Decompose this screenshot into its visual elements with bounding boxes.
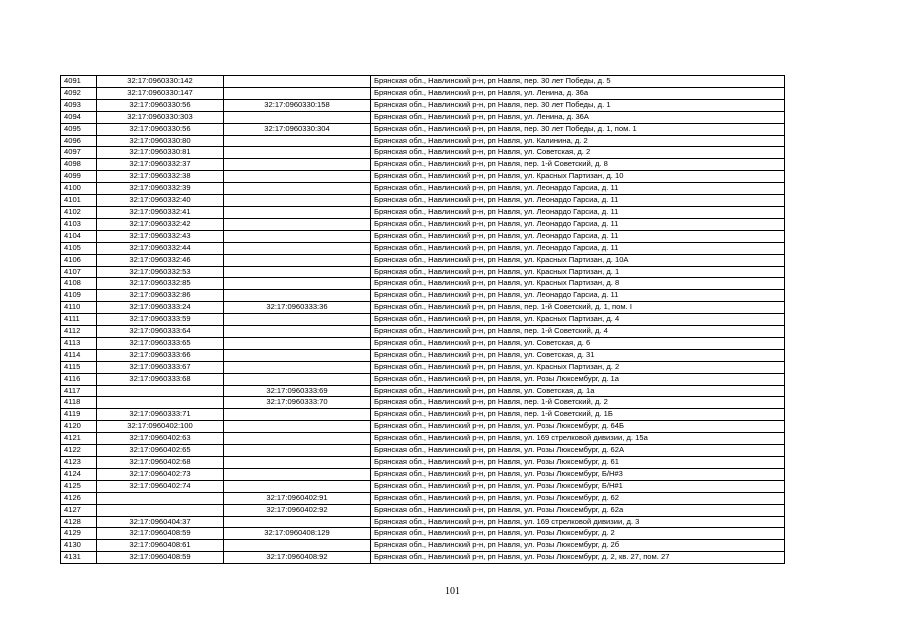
address-cell: Брянская обл., Навлинский р-н, рп Навля, пер. 1-й Советский, д. 1Б	[371, 409, 785, 421]
cadastral-number-cell: 32:17:0960332:41	[97, 206, 224, 218]
row-number-cell: 4094	[61, 111, 97, 123]
address-cell: Брянская обл., Навлинский р-н, рп Навля, ул. Розы Люксембург, д. 2	[371, 528, 785, 540]
row-number-cell: 4112	[61, 326, 97, 338]
cadastral-number-cell: 32:17:0960332:53	[97, 266, 224, 278]
row-number-cell: 4108	[61, 278, 97, 290]
related-cadastral-number-cell: 32:17:0960333:36	[224, 302, 371, 314]
table-row	[61, 385, 785, 397]
row-number-cell: 4129	[61, 528, 97, 540]
table-row	[61, 552, 785, 564]
address-cell: Брянская обл., Навлинский р-н, рп Навля, ул. Леонардо Гарсиа, д. 11	[371, 290, 785, 302]
related-cadastral-number-cell	[224, 516, 371, 528]
cadastral-number-cell: 32:17:0960332:44	[97, 242, 224, 254]
cadastral-number-cell	[97, 504, 224, 516]
table-row	[61, 290, 785, 302]
address-cell: Брянская обл., Навлинский р-н, рп Навля, ул. Красных Партизан, д. 10А	[371, 254, 785, 266]
table-row	[61, 433, 785, 445]
table-row	[61, 159, 785, 171]
related-cadastral-number-cell: 32:17:0960402:92	[224, 504, 371, 516]
row-number-cell: 4106	[61, 254, 97, 266]
related-cadastral-number-cell	[224, 457, 371, 469]
cadastral-number-cell: 32:17:0960402:74	[97, 480, 224, 492]
table-row	[61, 218, 785, 230]
table-row	[61, 397, 785, 409]
address-cell: Брянская обл., Навлинский р-н, рп Навля, ул. Красных Партизан, д. 1	[371, 266, 785, 278]
cadastral-number-cell	[97, 397, 224, 409]
related-cadastral-number-cell	[224, 349, 371, 361]
related-cadastral-number-cell	[224, 337, 371, 349]
address-cell: Брянская обл., Навлинский р-н, рп Навля, ул. Красных Партизан, д. 2	[371, 361, 785, 373]
related-cadastral-number-cell	[224, 159, 371, 171]
table-row	[61, 266, 785, 278]
related-cadastral-number-cell	[224, 183, 371, 195]
related-cadastral-number-cell	[224, 195, 371, 207]
row-number-cell: 4093	[61, 99, 97, 111]
cadastral-number-cell: 32:17:0960408:59	[97, 552, 224, 564]
row-number-cell: 4122	[61, 445, 97, 457]
cadastral-number-cell: 32:17:0960408:61	[97, 540, 224, 552]
address-cell: Брянская обл., Навлинский р-н, рп Навля, ул. 169 стрелковой дивизии, д. 3	[371, 516, 785, 528]
table-row	[61, 171, 785, 183]
row-number-cell: 4111	[61, 314, 97, 326]
related-cadastral-number-cell	[224, 171, 371, 183]
cadastral-number-cell: 32:17:0960330:81	[97, 147, 224, 159]
table-row	[61, 445, 785, 457]
cadastral-number-cell: 32:17:0960332:37	[97, 159, 224, 171]
related-cadastral-number-cell	[224, 290, 371, 302]
row-number-cell: 4092	[61, 87, 97, 99]
address-cell: Брянская обл., Навлинский р-н, рп Навля, ул. Розы Люксембург, д. 62А	[371, 445, 785, 457]
table-row	[61, 147, 785, 159]
related-cadastral-number-cell	[224, 421, 371, 433]
related-cadastral-number-cell	[224, 147, 371, 159]
cadastral-number-cell: 32:17:0960333:71	[97, 409, 224, 421]
cadastral-number-cell: 32:17:0960333:68	[97, 373, 224, 385]
table-row	[61, 183, 785, 195]
table-row	[61, 111, 785, 123]
cadastral-number-cell: 32:17:0960402:100	[97, 421, 224, 433]
cadastral-number-cell: 32:17:0960330:80	[97, 135, 224, 147]
address-cell: Брянская обл., Навлинский р-н, рп Навля, ул. Советская, д. 2	[371, 147, 785, 159]
address-cell: Брянская обл., Навлинский р-н, рп Навля, ул. Розы Люксембург, Б/Н#1	[371, 480, 785, 492]
row-number-cell: 4091	[61, 76, 97, 88]
cadastral-number-cell: 32:17:0960330:142	[97, 76, 224, 88]
table-row	[61, 278, 785, 290]
cadastral-number-cell: 32:17:0960402:73	[97, 468, 224, 480]
table-row	[61, 457, 785, 469]
address-cell: Брянская обл., Навлинский р-н, рп Навля, пер. 1-й Советский, д. 4	[371, 326, 785, 338]
row-number-cell: 4128	[61, 516, 97, 528]
table-row	[61, 326, 785, 338]
table-row	[61, 409, 785, 421]
row-number-cell: 4110	[61, 302, 97, 314]
row-number-cell: 4114	[61, 349, 97, 361]
cadastral-number-cell: 32:17:0960332:39	[97, 183, 224, 195]
table-row	[61, 230, 785, 242]
row-number-cell: 4120	[61, 421, 97, 433]
row-number-cell: 4095	[61, 123, 97, 135]
address-cell: Брянская обл., Навлинский р-н, рп Навля, ул. Леонардо Гарсиа, д. 11	[371, 206, 785, 218]
row-number-cell: 4098	[61, 159, 97, 171]
row-number-cell: 4096	[61, 135, 97, 147]
related-cadastral-number-cell	[224, 254, 371, 266]
address-cell: Брянская обл., Навлинский р-н, рп Навля, ул. Леонардо Гарсиа, д. 11	[371, 218, 785, 230]
related-cadastral-number-cell: 32:17:0960402:91	[224, 492, 371, 504]
related-cadastral-number-cell: 32:17:0960333:70	[224, 397, 371, 409]
address-cell: Брянская обл., Навлинский р-н, рп Навля, ул. Советская, д. 1а	[371, 385, 785, 397]
address-cell: Брянская обл., Навлинский р-н, рп Навля, ул. Розы Люксембург, д. 64Б	[371, 421, 785, 433]
cadastral-number-cell: 32:17:0960408:59	[97, 528, 224, 540]
table-row	[61, 195, 785, 207]
related-cadastral-number-cell	[224, 361, 371, 373]
related-cadastral-number-cell	[224, 480, 371, 492]
related-cadastral-number-cell: 32:17:0960408:92	[224, 552, 371, 564]
table-row	[61, 349, 785, 361]
table-row	[61, 314, 785, 326]
address-cell: Брянская обл., Навлинский р-н, рп Навля, ул. Ленина, д. 36а	[371, 87, 785, 99]
address-cell: Брянская обл., Навлинский р-н, рп Навля, ул. Розы Люксембург, д. 62	[371, 492, 785, 504]
related-cadastral-number-cell: 32:17:0960408:129	[224, 528, 371, 540]
address-cell: Брянская обл., Навлинский р-н, рп Навля, ул. Советская, д. 6	[371, 337, 785, 349]
table-row	[61, 528, 785, 540]
table-row	[61, 242, 785, 254]
related-cadastral-number-cell	[224, 76, 371, 88]
address-cell: Брянская обл., Навлинский р-н, рп Навля, пер. 30 лет Победы, д. 5	[371, 76, 785, 88]
row-number-cell: 4115	[61, 361, 97, 373]
cadastral-number-cell: 32:17:0960332:43	[97, 230, 224, 242]
row-number-cell: 4127	[61, 504, 97, 516]
address-cell: Брянская обл., Навлинский р-н, рп Навля, ул. Розы Люксембург, д. 2б	[371, 540, 785, 552]
address-cell: Брянская обл., Навлинский р-н, рп Навля, ул. Леонардо Гарсиа, д. 11	[371, 183, 785, 195]
related-cadastral-number-cell	[224, 445, 371, 457]
address-cell: Брянская обл., Навлинский р-н, рп Навля, ул. Розы Люксембург, д. 2, кв. 27, пом. 27	[371, 552, 785, 564]
related-cadastral-number-cell	[224, 540, 371, 552]
cadastral-number-cell: 32:17:0960332:38	[97, 171, 224, 183]
related-cadastral-number-cell	[224, 326, 371, 338]
related-cadastral-number-cell	[224, 218, 371, 230]
related-cadastral-number-cell: 32:17:0960333:69	[224, 385, 371, 397]
address-cell: Брянская обл., Навлинский р-н, рп Навля, ул. Розы Люксембург, Б/Н#3	[371, 468, 785, 480]
cadastral-number-cell: 32:17:0960404:37	[97, 516, 224, 528]
row-number-cell: 4131	[61, 552, 97, 564]
table-row	[61, 516, 785, 528]
table-row	[61, 99, 785, 111]
related-cadastral-number-cell	[224, 135, 371, 147]
row-number-cell: 4119	[61, 409, 97, 421]
row-number-cell: 4117	[61, 385, 97, 397]
table-row	[61, 504, 785, 516]
related-cadastral-number-cell	[224, 314, 371, 326]
address-cell: Брянская обл., Навлинский р-н, рп Навля, ул. Красных Партизан, д. 8	[371, 278, 785, 290]
address-cell: Брянская обл., Навлинский р-н, рп Навля, ул. Розы Люксембург, д. 61	[371, 457, 785, 469]
row-number-cell: 4113	[61, 337, 97, 349]
address-cell: Брянская обл., Навлинский р-н, рп Навля, ул. Ленина, д. 36А	[371, 111, 785, 123]
cadastral-number-cell: 32:17:0960333:66	[97, 349, 224, 361]
row-number-cell: 4116	[61, 373, 97, 385]
related-cadastral-number-cell	[224, 206, 371, 218]
table-row	[61, 337, 785, 349]
address-cell: Брянская обл., Навлинский р-н, рп Навля, пер. 30 лет Победы, д. 1, пом. 1	[371, 123, 785, 135]
related-cadastral-number-cell	[224, 409, 371, 421]
address-cell: Брянская обл., Навлинский р-н, рп Навля, ул. 169 стрелковой дивизии, д. 15а	[371, 433, 785, 445]
related-cadastral-number-cell	[224, 230, 371, 242]
address-cell: Брянская обл., Навлинский р-н, рп Навля, ул. Леонардо Гарсиа, д. 11	[371, 230, 785, 242]
cadastral-number-cell: 32:17:0960332:46	[97, 254, 224, 266]
address-cell: Брянская обл., Навлинский р-н, рп Навля, пер. 30 лет Победы, д. 1	[371, 99, 785, 111]
address-cell: Брянская обл., Навлинский р-н, рп Навля, ул. Красных Партизан, д. 4	[371, 314, 785, 326]
table-row	[61, 135, 785, 147]
cadastral-number-cell: 32:17:0960332:40	[97, 195, 224, 207]
table-row	[61, 480, 785, 492]
row-number-cell: 4124	[61, 468, 97, 480]
table-row	[61, 302, 785, 314]
address-cell: Брянская обл., Навлинский р-н, рп Навля, пер. 1-й Советский, д. 2	[371, 397, 785, 409]
related-cadastral-number-cell: 32:17:0960330:158	[224, 99, 371, 111]
table-row	[61, 87, 785, 99]
cadastral-number-cell: 32:17:0960332:86	[97, 290, 224, 302]
related-cadastral-number-cell	[224, 278, 371, 290]
address-cell: Брянская обл., Навлинский р-н, рп Навля, ул. Леонардо Гарсиа, д. 11	[371, 195, 785, 207]
cadastral-number-cell: 32:17:0960332:85	[97, 278, 224, 290]
row-number-cell: 4103	[61, 218, 97, 230]
cadastral-number-cell: 32:17:0960402:65	[97, 445, 224, 457]
address-cell: Брянская обл., Навлинский р-н, рп Навля, ул. Розы Люксембург, д. 62а	[371, 504, 785, 516]
row-number-cell: 4121	[61, 433, 97, 445]
address-cell: Брянская обл., Навлинский р-н, рп Навля, пер. 1-й Советский, д. 1, пом. I	[371, 302, 785, 314]
address-cell: Брянская обл., Навлинский р-н, рп Навля, ул. Розы Люксембург, д. 1а	[371, 373, 785, 385]
table-row	[61, 373, 785, 385]
row-number-cell: 4126	[61, 492, 97, 504]
row-number-cell: 4097	[61, 147, 97, 159]
table-row	[61, 76, 785, 88]
cadastral-number-cell	[97, 492, 224, 504]
row-number-cell: 4102	[61, 206, 97, 218]
cadastral-number-cell	[97, 385, 224, 397]
page-number: 101	[445, 586, 460, 597]
related-cadastral-number-cell: 32:17:0960330:304	[224, 123, 371, 135]
cadastral-number-cell: 32:17:0960332:42	[97, 218, 224, 230]
table-row	[61, 492, 785, 504]
cadastral-number-cell: 32:17:0960333:24	[97, 302, 224, 314]
related-cadastral-number-cell	[224, 433, 371, 445]
table-row	[61, 123, 785, 135]
related-cadastral-number-cell	[224, 266, 371, 278]
cadastral-number-cell: 32:17:0960333:65	[97, 337, 224, 349]
table-row	[61, 361, 785, 373]
related-cadastral-number-cell	[224, 111, 371, 123]
row-number-cell: 4123	[61, 457, 97, 469]
cadastral-number-cell: 32:17:0960330:56	[97, 99, 224, 111]
related-cadastral-number-cell	[224, 242, 371, 254]
row-number-cell: 4100	[61, 183, 97, 195]
row-number-cell: 4130	[61, 540, 97, 552]
address-cell: Брянская обл., Навлинский р-н, рп Навля, ул. Леонардо Гарсиа, д. 11	[371, 242, 785, 254]
cadastral-number-cell: 32:17:0960330:303	[97, 111, 224, 123]
cadastral-number-cell: 32:17:0960330:147	[97, 87, 224, 99]
table-row	[61, 206, 785, 218]
related-cadastral-number-cell	[224, 468, 371, 480]
address-cell: Брянская обл., Навлинский р-н, рп Навля, ул. Калинина, д. 2	[371, 135, 785, 147]
row-number-cell: 4107	[61, 266, 97, 278]
cadastral-number-cell: 32:17:0960402:63	[97, 433, 224, 445]
property-register-table	[60, 75, 785, 564]
row-number-cell: 4099	[61, 171, 97, 183]
row-number-cell: 4118	[61, 397, 97, 409]
related-cadastral-number-cell	[224, 87, 371, 99]
table-row	[61, 421, 785, 433]
row-number-cell: 4125	[61, 480, 97, 492]
cadastral-number-cell: 32:17:0960330:56	[97, 123, 224, 135]
address-cell: Брянская обл., Навлинский р-н, рп Навля, ул. Советская, д. 31	[371, 349, 785, 361]
address-cell: Брянская обл., Навлинский р-н, рп Навля, пер. 1-й Советский, д. 8	[371, 159, 785, 171]
cadastral-number-cell: 32:17:0960402:68	[97, 457, 224, 469]
cadastral-number-cell: 32:17:0960333:59	[97, 314, 224, 326]
table-row	[61, 468, 785, 480]
table-body	[61, 76, 785, 564]
related-cadastral-number-cell	[224, 373, 371, 385]
cadastral-number-cell: 32:17:0960333:64	[97, 326, 224, 338]
row-number-cell: 4109	[61, 290, 97, 302]
table-row	[61, 540, 785, 552]
row-number-cell: 4105	[61, 242, 97, 254]
row-number-cell: 4104	[61, 230, 97, 242]
table-row	[61, 254, 785, 266]
row-number-cell: 4101	[61, 195, 97, 207]
cadastral-number-cell: 32:17:0960333:67	[97, 361, 224, 373]
address-cell: Брянская обл., Навлинский р-н, рп Навля, ул. Красных Партизан, д. 10	[371, 171, 785, 183]
